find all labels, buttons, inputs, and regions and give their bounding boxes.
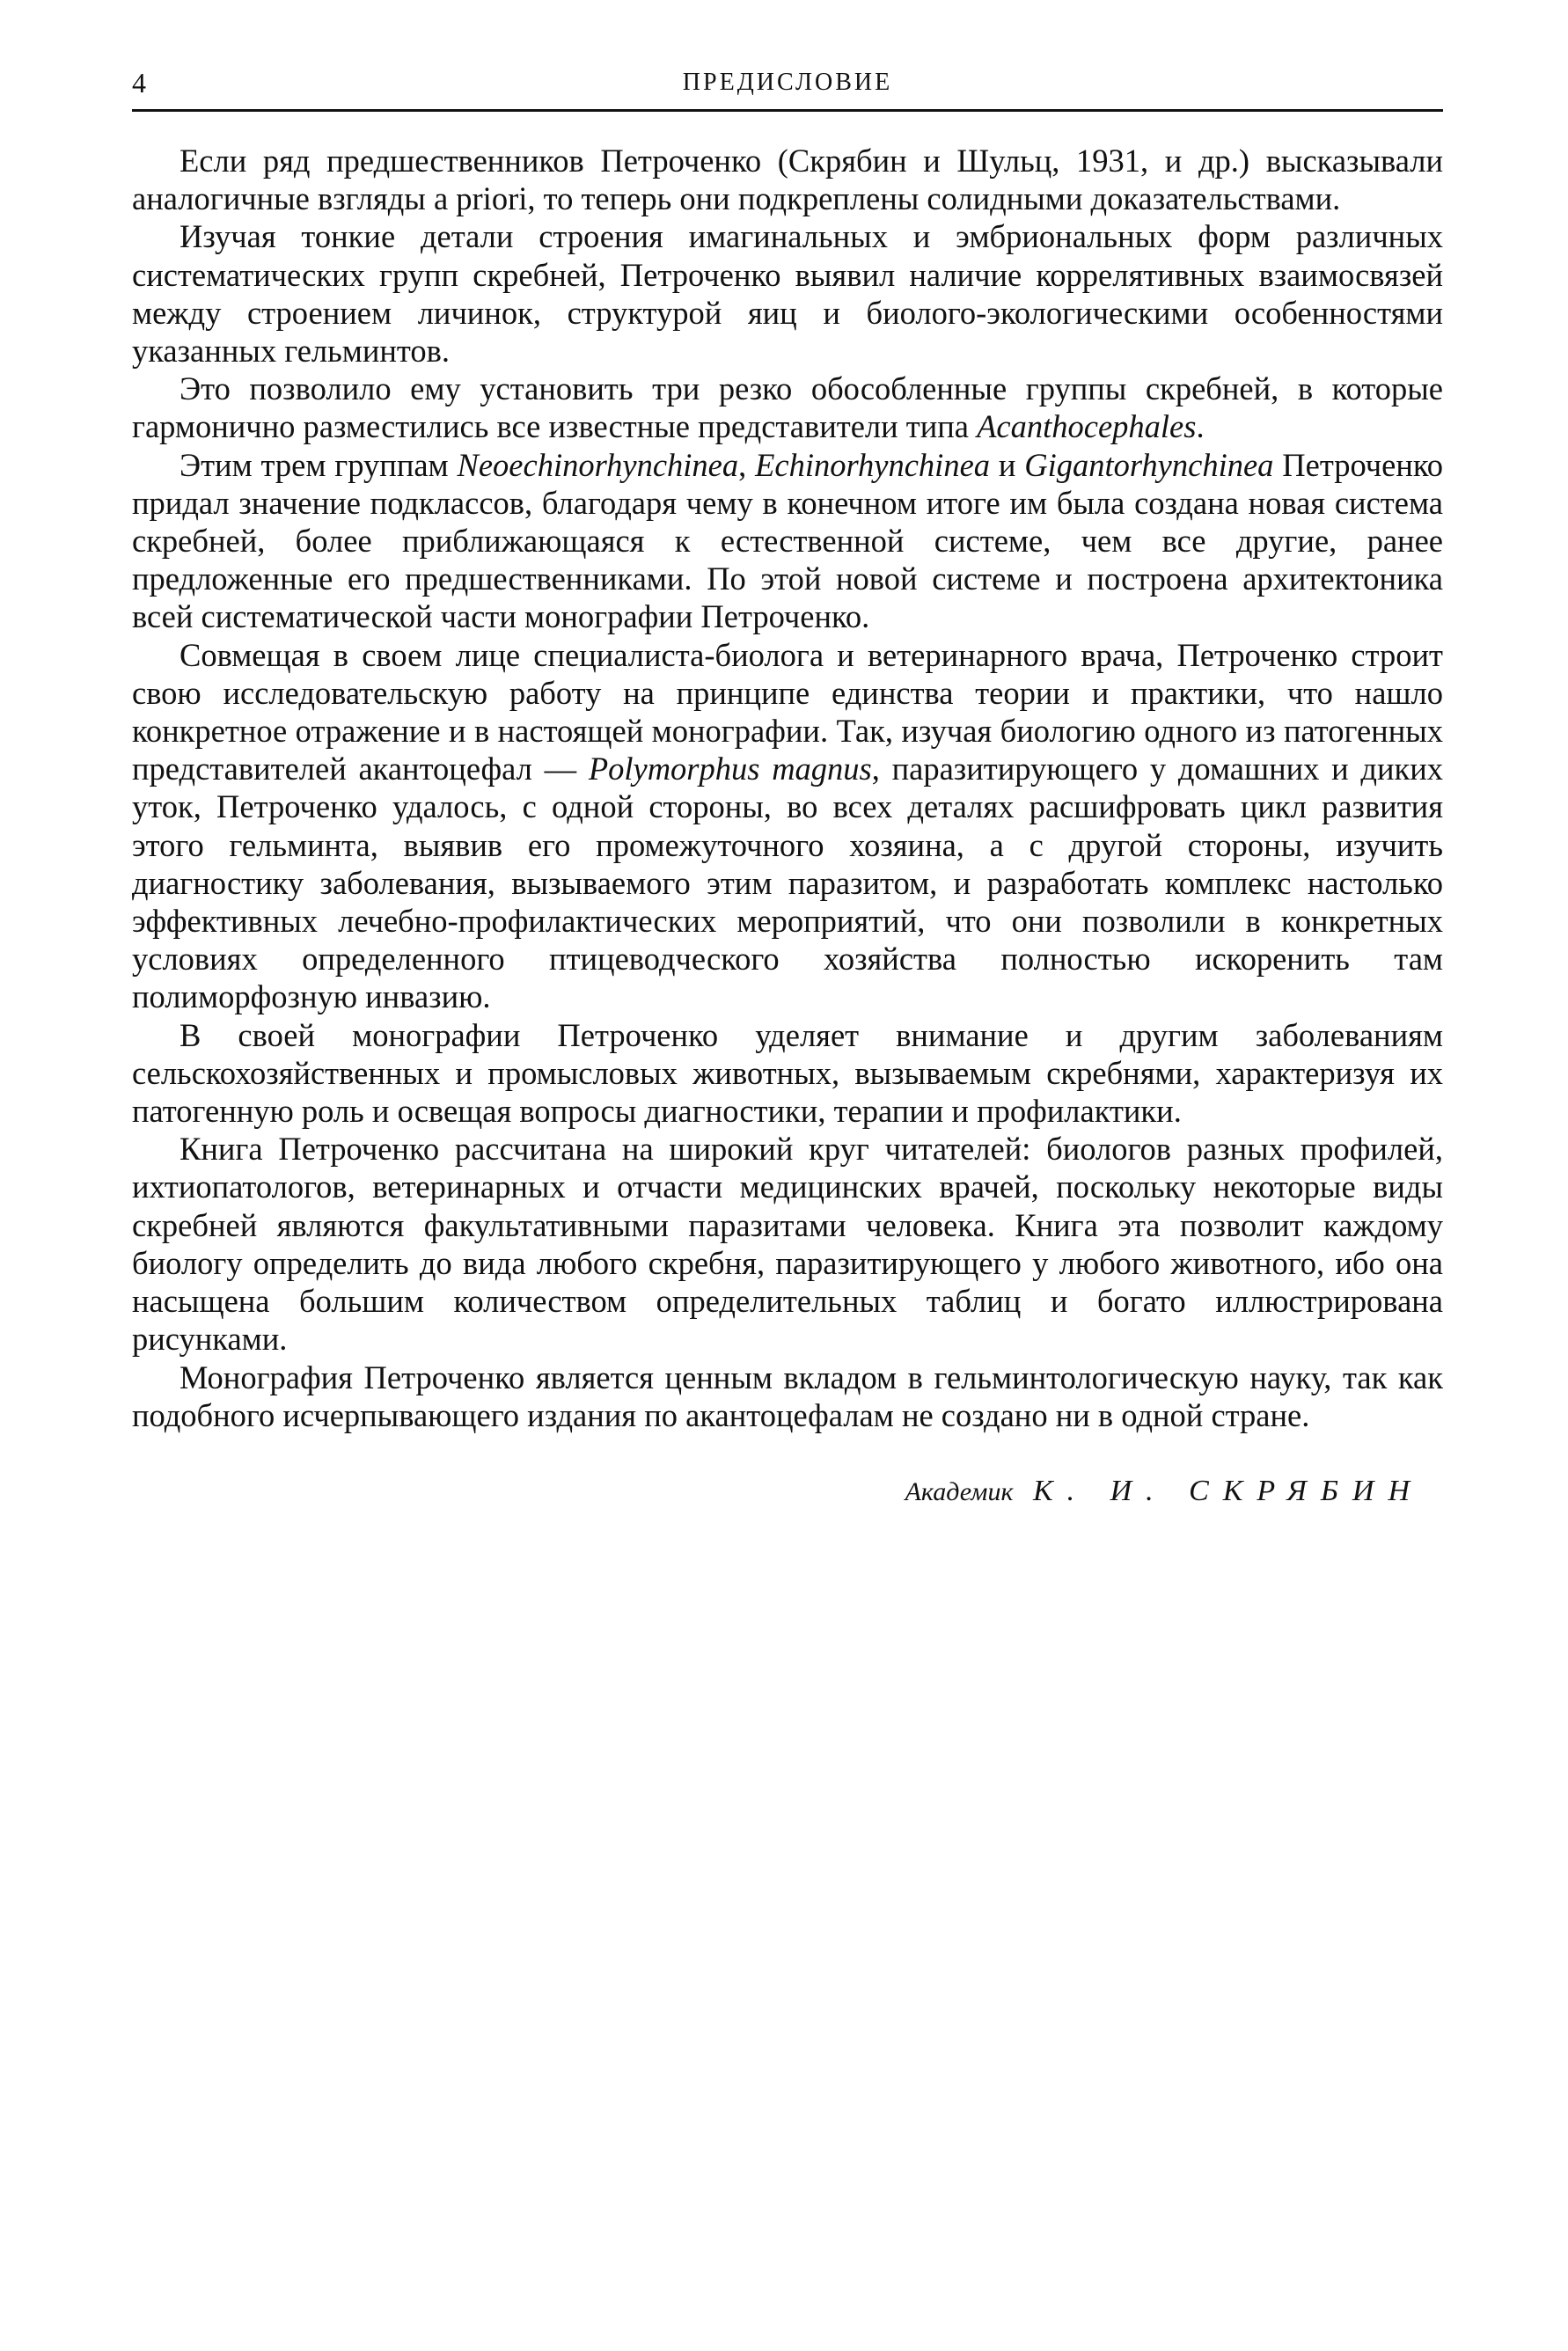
paragraph-7: Книга Петроченко рассчитана на широкий круг читателей: биологов разных профилей, ихтиопатологов, ветеринарных и отчасти медицинских врачей, поскольку некоторые виды скребней являются факультативными паразитами человека. Книга эта позволит каждому биологу определить до вида любого скребня, паразитирующего у любого животного, ибо она насыщена большим количеством определительных таблиц и богато иллюстрирована рисунками. — [132, 1131, 1443, 1358]
signature-name: К. И. СКРЯБИН — [1032, 1474, 1424, 1507]
signature — [132, 1475, 1443, 1508]
running-title: ПРЕДИСЛОВИЕ — [682, 69, 893, 96]
taxon-name: Echinorhynchinea — [755, 446, 991, 483]
species-name: Polymorphus magnus — [588, 751, 872, 787]
paragraph-8: Монография Петроченко является ценным вкладом в гельминтологическую науку, так как подобного исчерпывающего издания по акантоцефалам не создано ни в одной стране. — [132, 1359, 1443, 1433]
running-head — [132, 62, 1443, 104]
document-page — [132, 62, 1443, 1508]
paragraph-2: Изучая тонкие детали строения имагинальных и эмбриональных форм различных систематических групп скребней, Петроченко выявил наличие коррелятивных взаимосвязей между строением личинок, структурой яиц и биолого-экологическими особенностями указанных гельминтов. — [132, 218, 1443, 370]
signature-title: Академик — [905, 1476, 1014, 1506]
paragraph-4: Этим трем группам Neoechinorhynchinea, Echinorhynchinea и Gigantorhynchinea Петроченко придал значение подклассов, благодаря чему в конечном итоге им была создана новая система скребней, более приближающаяся к естественной системе, чем все другие, ранее предложенные его предшественниками. По этой новой системе и построена архитектоника всей систематической части монографии Петроченко. — [132, 446, 1444, 635]
taxon-name: Gigantorhynchinea — [1024, 446, 1274, 483]
paragraph-5: Совмещая в своем лице специалиста-биолога и ветеринарного врача, Петроченко строит свою исследовательскую работу на принципе единства теории и практики, что нашло конкретное отражение и в настоящей монографии. Так, изучая биологию одного из патогенных представителей акантоцефал — Polymorphus magnus, паразитирующего у домашних и диких уток, Петроченко удалось, с одной стороны, во всех деталях расшифровать цикл развития этого гельминта, выявив его промежуточного хозяина, а с другой стороны, изучить диагностику заболевания, вызываемого этим паразитом, и разработать комплекс настолько эффективных лечебно-профилактических мероприятий, что они позволили в конкретных условиях определенного птицеводческого хозяйства полностью искоренить там полиморфозную инвазию. — [132, 636, 1444, 1015]
paragraph-3: Это позволило ему установить три резко обособленные группы скребней, в которые гармонично разместились все известные представители типа Acanthocephales. — [132, 370, 1443, 445]
body-text — [132, 142, 1443, 1434]
paragraph-1: Если ряд предшественников Петроченко (Скрябин и Шульц, 1931, и др.) высказывали аналогичные взгляды a priori, то теперь они подкреплены солидными доказательствами. — [132, 143, 1443, 217]
paragraph-6: В своей монографии Петроченко уделяет внимание и другим заболеваниям сельскохозяйственных и промысловых животных, вызываемым скребнями, характеризуя их патогенную роль и освещая вопросы диагностики, терапии и профилактики. — [132, 1016, 1443, 1130]
taxon-name: Acanthocephales — [977, 408, 1197, 445]
header-rule — [132, 109, 1443, 112]
page-number: 4 — [132, 67, 148, 99]
taxon-name: Neoechinorhynchinea — [457, 446, 739, 483]
